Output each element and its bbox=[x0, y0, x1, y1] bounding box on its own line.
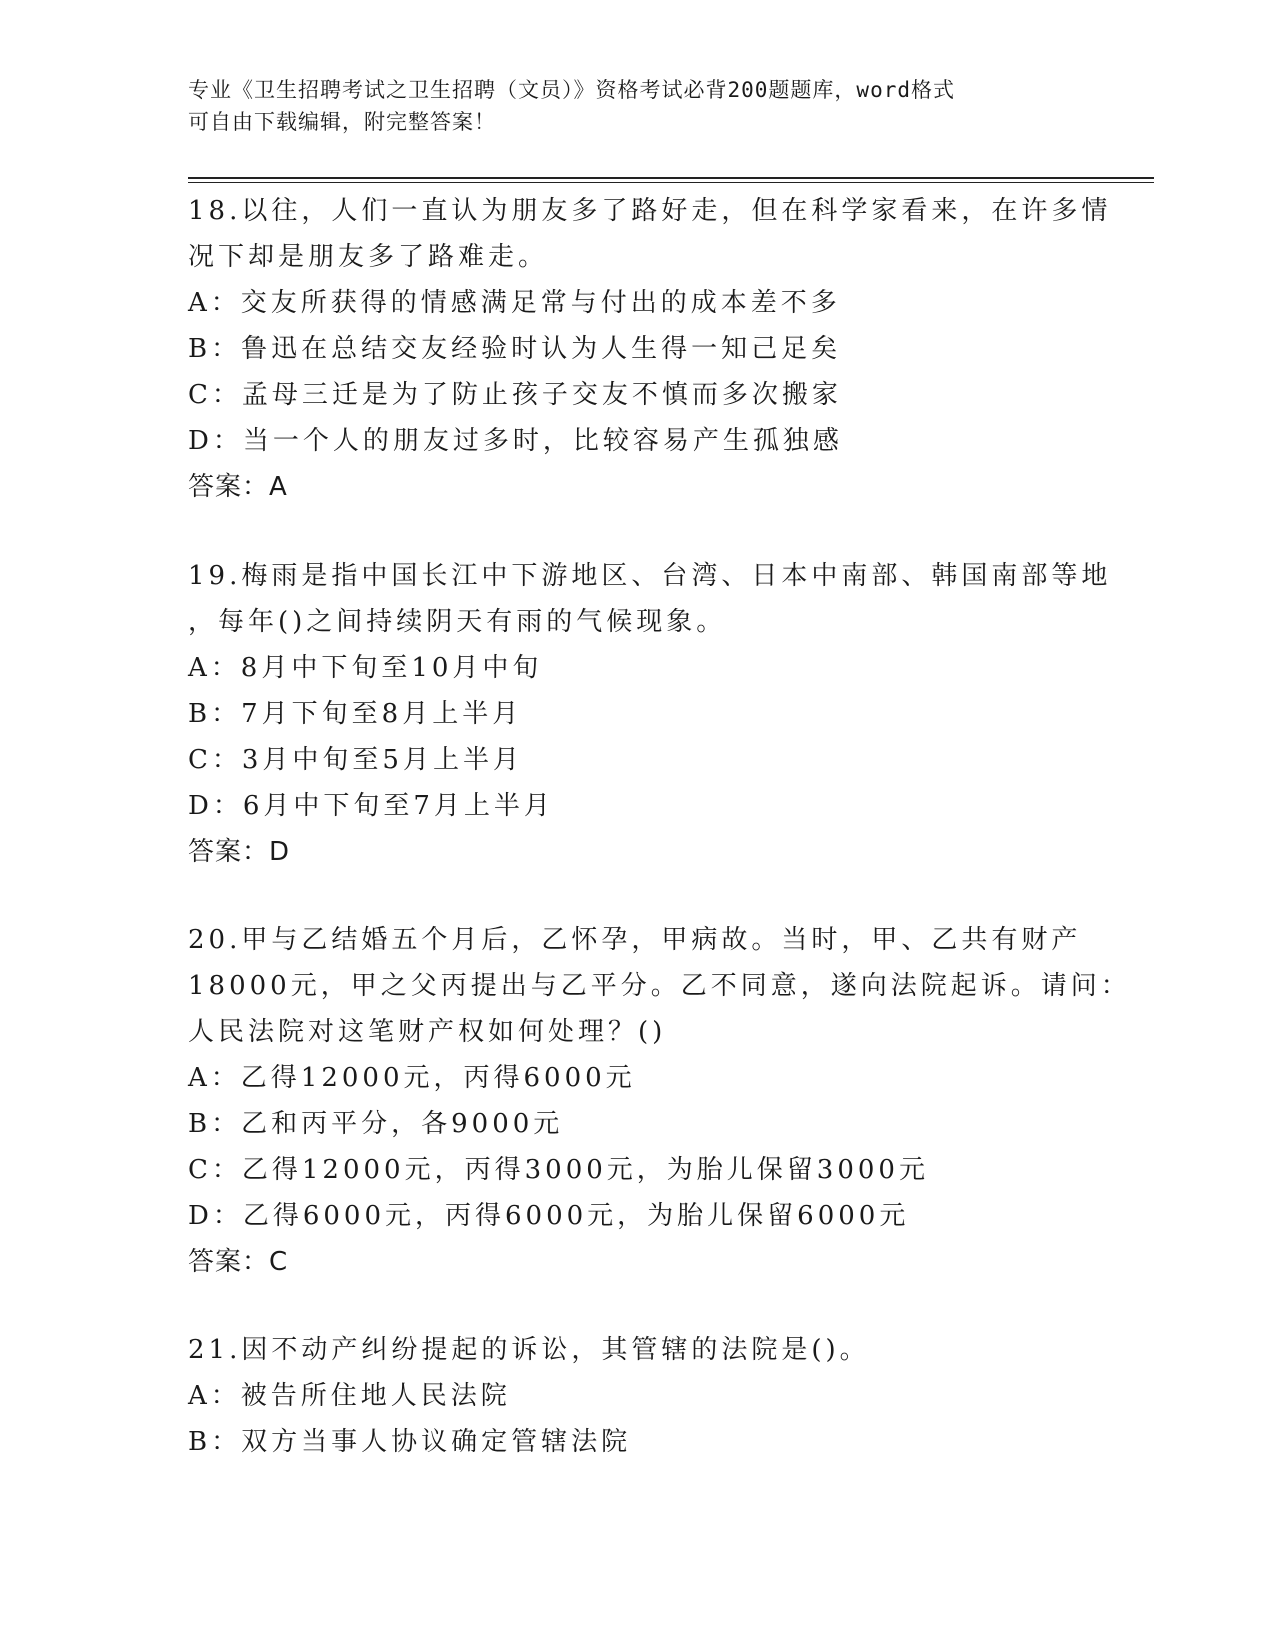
question-stem-line: 20.甲与乙结婚五个月后，乙怀孕，甲病故。当时，甲、乙共有财产 bbox=[188, 925, 1082, 955]
answer-line: 答案：A bbox=[188, 472, 288, 502]
option-a: A：被告所住地人民法院 bbox=[188, 1381, 511, 1411]
option-d: D：乙得6000元，丙得6000元，为胎儿保留6000元 bbox=[188, 1201, 910, 1231]
option-b: B：双方当事人协议确定管辖法院 bbox=[188, 1427, 632, 1457]
document-header bbox=[188, 74, 1088, 138]
option-c: C：3月中旬至5月上半月 bbox=[188, 745, 523, 775]
option-c: C：乙得12000元，丙得3000元，为胎儿保留3000元 bbox=[188, 1155, 929, 1185]
question-stem-line: 18.以往，人们一直认为朋友多了路好走，但在科学家看来，在许多情 bbox=[188, 196, 1112, 226]
question-stem-line: 人民法院对这笔财产权如何处理？() bbox=[188, 1017, 667, 1047]
question-stem-line: 况下却是朋友多了路难走。 bbox=[188, 242, 549, 272]
question-stem-line: 19.梅雨是指中国长江中下游地区、台湾、日本中南部、韩国南部等地 bbox=[188, 561, 1112, 591]
option-b: B：7月下旬至8月上半月 bbox=[188, 699, 523, 729]
question-stem-line: 18000元，甲之父丙提出与乙平分。乙不同意，遂向法院起诉。请问： bbox=[188, 971, 1131, 1001]
header-line-2: 可自由下载编辑，附完整答案！ bbox=[188, 110, 496, 134]
header-line-1: 专业《卫生招聘考试之卫生招聘（文员）》资格考试必背200题题库，word格式 bbox=[188, 78, 955, 102]
header-divider-thick bbox=[188, 177, 1154, 179]
option-a: A：乙得12000元，丙得6000元 bbox=[188, 1063, 636, 1093]
question-stem-line: 21.因不动产纠纷提起的诉讼，其管辖的法院是()。 bbox=[188, 1335, 870, 1365]
answer-line: 答案：C bbox=[188, 1247, 289, 1277]
option-d: D：6月中下旬至7月上半月 bbox=[188, 791, 554, 821]
header-divider-thin bbox=[188, 182, 1154, 183]
option-b: B：乙和丙平分，各9000元 bbox=[188, 1109, 564, 1139]
option-c: C：孟母三迁是为了防止孩子交友不慎而多次搬家 bbox=[188, 380, 842, 410]
answer-line: 答案：D bbox=[188, 837, 291, 867]
question-stem-line: ，每年()之间持续阴天有雨的气候现象。 bbox=[188, 607, 727, 637]
question-18 bbox=[188, 188, 1112, 510]
option-b: B：鲁迅在总结交友经验时认为人生得一知己足矣 bbox=[188, 334, 842, 364]
option-d: D：当一个人的朋友过多时，比较容易产生孤独感 bbox=[188, 426, 843, 456]
option-a: A：8月中下旬至10月中旬 bbox=[188, 653, 543, 683]
question-21 bbox=[188, 1327, 1088, 1465]
question-19 bbox=[188, 553, 1112, 875]
option-a: A：交友所获得的情感满足常与付出的成本差不多 bbox=[188, 288, 841, 318]
question-20 bbox=[188, 917, 1131, 1285]
